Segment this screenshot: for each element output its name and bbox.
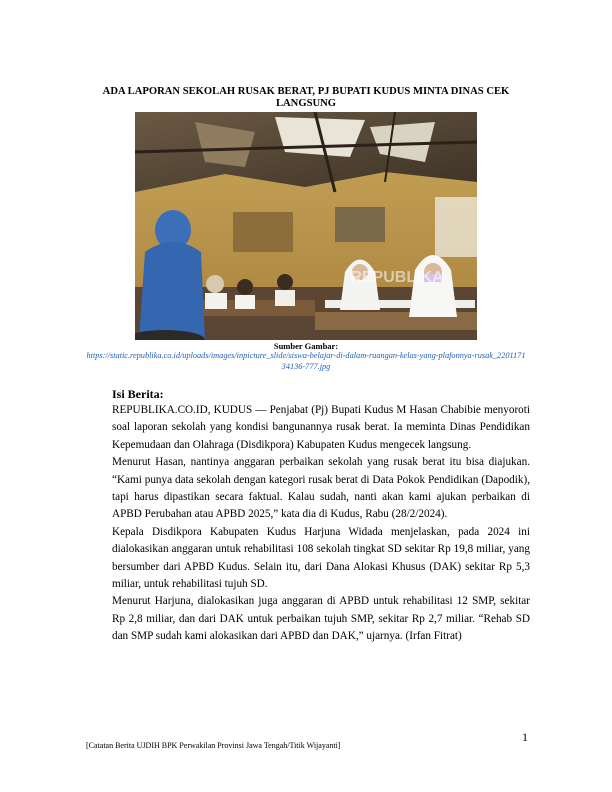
article-photo	[135, 112, 477, 340]
article-title: ADA LAPORAN SEKOLAH RUSAK BERAT, PJ BUPATI KUDUS MINTA DINAS CEK LANGSUNG	[102, 86, 510, 109]
page-number: 1	[522, 730, 528, 744]
article-paragraph: Menurut Harjuna, dialokasikan juga anggaran di APBD untuk rehabilitasi 12 SMP, sekitar Rp 2,8 miliar, dan dari DAK untuk perbaikan tujuh SMP, sekitar Rp 2,7 miliar. “Rehab SD dan SMP sudah kami alokasikan dari APBD dan DAK,” ujarnya. (Irfan Fitrat)	[112, 595, 530, 643]
image-watermark: REPUBLIKA	[350, 269, 444, 286]
footer-note: [Catatan Berita UJDIH BPK Perwakilan Provinsi Jawa Tengah/Titik Wijayanti]	[86, 741, 341, 750]
image-source-link[interactable]: https://static.republika.co.id/uploads/images/inpicture_slide/siswa-belajar-di-dalam-ruangan-kelas-yang-plafonnya-rusak_220117134136-777.jpg	[86, 351, 526, 371]
section-heading: Isi Berita:	[112, 387, 164, 401]
article-paragraph: Kepala Disdikpora Kabupaten Kudus Harjuna Widada menjelaskan, pada 2024 ini dialokasikan anggaran untuk rehabilitasi 108 sekolah tingkat SD sekitar Rp 19,8 miliar, yang bersumber dari APBD Kudus. Selain itu, dari Dana Alokasi Khusus (DAK) sekitar Rp 5,3 miliar, untuk rehabilitasi tujuh SD.	[112, 525, 530, 591]
article-paragraph: REPUBLIKA.CO.ID, KUDUS — Penjabat (Pj) Bupati Kudus M Hasan Chabibie menyoroti soal laporan sekolah yang kondisi bangunannya rusak berat. Ia meminta Dinas Pendidikan Kepemudaan dan Olahraga (Disdikpora) Kabupaten Kudus mengecek langsung.	[112, 404, 530, 451]
article-paragraph: Menurut Hasan, nantinya anggaran perbaikan sekolah yang rusak berat itu bisa diajukan. “Kami punya data sekolah dengan kategori rusak berat di Data Pokok Pendidikan (Dapodik), tapi harus dipastikan secara faktual. Kalau sudah, nanti akan kami ajukan perbaikan di APBD Perubahan atau APBD 2025,” kata dia di Kudus, Rabu (28/2/2024).	[112, 456, 530, 521]
image-caption-label: Sumber Gambar:	[273, 341, 339, 351]
classroom-photo-illustration	[135, 112, 477, 340]
article-body	[112, 402, 530, 646]
